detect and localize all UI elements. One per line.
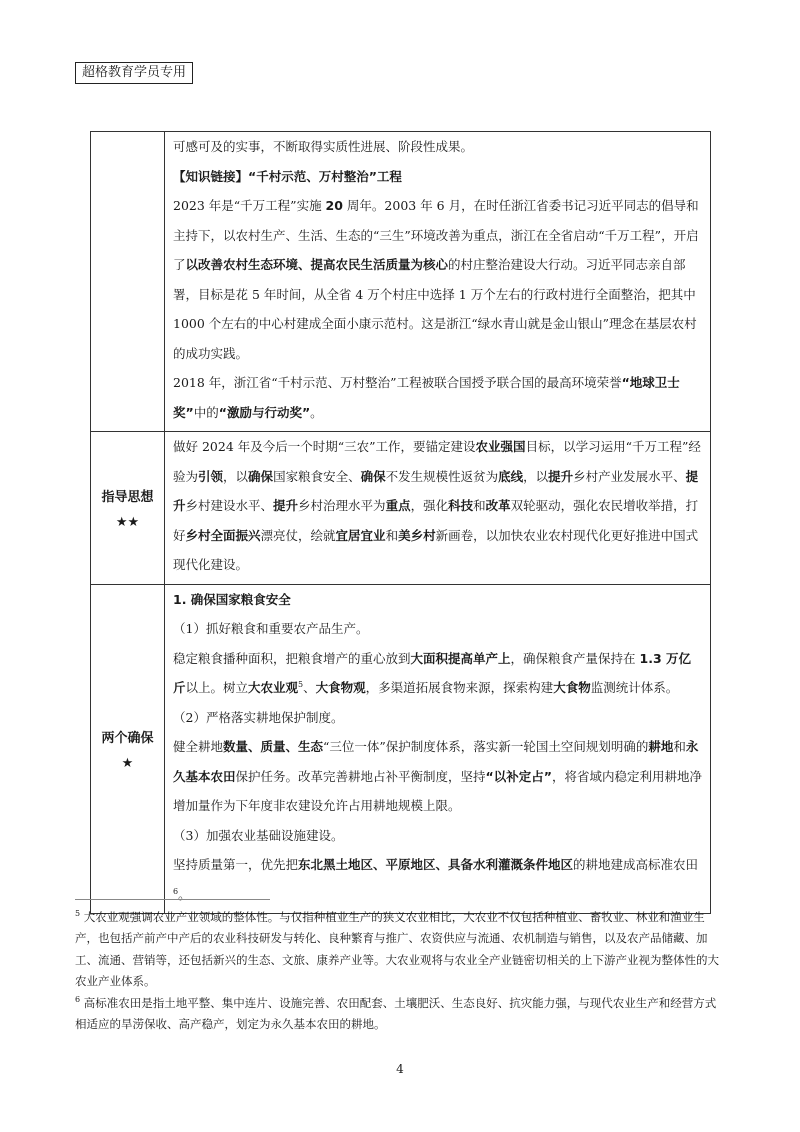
text-run: 国家粮食安全、 xyxy=(273,468,361,484)
emphasis-text: 改革 xyxy=(485,498,511,513)
table-row xyxy=(91,432,711,585)
text-run: 不发生规模性返贫为 xyxy=(385,468,499,484)
row-content xyxy=(165,584,711,914)
emphasis-text: “以补定占” xyxy=(485,768,552,784)
emphasis-text: 大食物观 xyxy=(315,680,366,695)
paragraph xyxy=(173,614,702,644)
emphasis-text: 大面积提高单产上 xyxy=(410,650,511,666)
table-row xyxy=(91,132,711,432)
header-tag: 超格教育学员专用 xyxy=(75,62,193,84)
emphasis-text: 乡村全面振兴 xyxy=(185,527,261,543)
emphasis-text: 以改善农村生态环境、提高农民生活质量为核心 xyxy=(185,257,449,272)
text-run: （2）严格落实耕地保护制度。 xyxy=(173,709,344,725)
footnote-ref: 5 xyxy=(298,679,304,689)
emphasis-text: 重点 xyxy=(385,498,411,513)
text-run: 以上。树立 xyxy=(185,680,249,695)
emphasis-text: 大食物 xyxy=(553,680,591,695)
text-run: 坚持质量第一，优先把 xyxy=(173,857,299,872)
star-rating: ★ xyxy=(121,755,134,771)
table-row xyxy=(91,584,711,914)
text-run: 乡村产业发展水平、 xyxy=(573,468,686,484)
text-run: 新画卷，以加快农业农村现代化更好推进中国式现代化建设。 xyxy=(173,527,699,572)
paragraph xyxy=(173,368,702,427)
page-number: 4 xyxy=(396,1062,404,1076)
text-run: “三位一体”保护制度体系，落实新一轮国土空间规划明确的 xyxy=(323,739,649,754)
emphasis-text: 美乡村 xyxy=(398,527,436,543)
footnote-ref: 6 xyxy=(173,886,179,896)
emphasis-text: 1.3 万亿斤 xyxy=(173,650,692,695)
emphasis-text: 永久基本农田 xyxy=(173,739,699,784)
text-run: 。 xyxy=(178,886,191,902)
footnote-text: 高标准农田是指土地平整、集中连片、设施完善、农田配套、土壤肥沃、生态良好、抗灾能力强，与现代农业生产和经营方式相适应的旱涝保收、高产稳产，划定为永久基本农田的耕地。 xyxy=(75,996,717,1032)
emphasis-text: 耕地 xyxy=(648,739,674,754)
row-label-empty xyxy=(91,132,165,432)
text-run: （3）加强农业基础设施建设。 xyxy=(173,827,344,843)
emphasis-text: 提升 xyxy=(173,468,699,513)
text-run: 中的 xyxy=(193,404,219,420)
emphasis-text: 引领 xyxy=(198,468,224,484)
emphasis-text: 数量、质量、生态 xyxy=(223,739,324,754)
emphasis-text: 20 xyxy=(325,198,343,213)
footnote-number: 6 xyxy=(75,995,81,1005)
text-run: 做好 2024 年及今后一个时期“三农”工作，要锚定建设 xyxy=(173,439,476,454)
emphasis-text: 确保 xyxy=(248,468,274,484)
emphasis-text: 科技 xyxy=(448,498,474,513)
footnote-number: 5 xyxy=(75,909,81,919)
emphasis-text: 1. 确保国家粮食安全 xyxy=(173,591,291,607)
text-run: 的村庄整治建设大行动。习近平同志亲自部署，目标是花 5 年时间，从全省 4 万个村庄中选择 1 万个左右的行政村进行全面整治，把其中 1000 个左右的中心村建成全面小康示范村。这是浙江“绿水青山就是金山银山”理念在基层农村的成功实践。 xyxy=(173,257,697,361)
text-run: 2018 年，浙江省“千村示范、万村整治”工程被联合国授予联合国的最高环境荣誉 xyxy=(173,375,622,390)
emphasis-text: 农业强国 xyxy=(475,439,526,454)
row-label xyxy=(91,432,165,585)
text-run: 2023 年是“千万工程”实施 xyxy=(173,198,326,213)
footnote-text: 大农业观强调农业产业领域的整体性。与仅指种植业生产的狭义农业相比，大农业不仅包括种植业、畜牧业、林业和渔业生产，也包括产前产中产后的农业科技研发与转化、良种繁育与推广、农资供应与流通、农机制造与销售，以及农产品储藏、加工、流通、营销等，还包括新兴的生态、文旅、康养产业等。大农业观将与农业全产业链密切相关的上下游产业视为整体性的大农业产业体系。 xyxy=(75,910,719,988)
text-run: ，以 xyxy=(223,468,249,484)
paragraph xyxy=(173,644,702,703)
emphasis-text: 东北黑土地区、平原地区、具备水利灌溉条件地区 xyxy=(298,857,574,872)
text-run: ，强化 xyxy=(410,498,449,513)
paragraph xyxy=(173,191,702,368)
text-run: 漂亮仗，绘就 xyxy=(260,527,336,543)
row-content xyxy=(165,132,711,432)
emphasis-text: 【知识链接】“千村示范、万村整治”工程 xyxy=(173,168,402,184)
text-run: 保护任务。改革完善耕地占补平衡制度，坚持 xyxy=(235,768,486,784)
footnote xyxy=(75,993,725,1036)
footnotes xyxy=(75,907,725,1037)
row-label-title: 两个确保 xyxy=(101,730,154,746)
paragraph xyxy=(173,703,702,733)
text-run: 可感可及的实事，不断取得实质性进展、阶段性成果。 xyxy=(173,139,474,154)
text-run: 周年。2003 年 6 月，在时任浙江省委书记习近平同志的倡导和主持下，以农村生产、生活、生态的“三生”环境改善为重点，浙江在全省启动“千万工程”，开启了 xyxy=(173,198,699,272)
text-run: （1）抓好粮食和重要农产品生产。 xyxy=(173,621,369,636)
text-run: ，多渠道拓展食物来源，探索构建 xyxy=(365,680,554,695)
text-run: 双轮驱动，强化农民增收举措，打好 xyxy=(173,498,699,543)
paragraph xyxy=(173,132,702,162)
text-run: 监测统计体系。 xyxy=(590,680,679,695)
footnote-divider xyxy=(75,899,270,900)
text-run: ，以 xyxy=(523,468,549,484)
emphasis-text: 底线 xyxy=(498,468,524,484)
paragraph xyxy=(173,585,702,615)
row-label-title: 指导思想 xyxy=(101,489,154,505)
text-run: 和 xyxy=(473,498,486,513)
footnote xyxy=(75,907,725,992)
emphasis-text: 大农业观 xyxy=(248,680,299,695)
text-run: 。 xyxy=(310,404,323,420)
emphasis-text: “地球卫士奖” xyxy=(173,375,680,420)
emphasis-text: “激励与行动奖” xyxy=(218,404,311,420)
text-run: 健全耕地 xyxy=(173,739,224,754)
star-rating: ★★ xyxy=(115,514,140,530)
text-run: 乡村建设水平、 xyxy=(185,498,274,513)
emphasis-text: 宜居宜业 xyxy=(335,527,386,543)
text-run: 和 xyxy=(385,527,399,543)
paragraph xyxy=(173,821,702,851)
text-run: 和 xyxy=(673,739,686,754)
emphasis-text: 确保 xyxy=(360,468,386,484)
text-run: 目标，以学习运用“千万工程”经验为 xyxy=(173,439,701,484)
emphasis-text: 提升 xyxy=(548,468,574,484)
paragraph xyxy=(173,162,702,192)
text-run: 稳定粮食播种面积，把粮食增产的重心放到 xyxy=(173,650,411,666)
emphasis-text: 提升 xyxy=(273,498,299,513)
text-run: ，将省域内稳定利用耕地净增加量作为下年度非农建设允许占用耕地规模上限。 xyxy=(173,768,702,813)
paragraph xyxy=(173,732,702,821)
text-run: 、 xyxy=(303,680,316,695)
text-run: 的耕地建成高标准农田 xyxy=(573,857,699,872)
text-run: ，确保粮食产量保持在 xyxy=(510,650,640,666)
text-run: 乡村治理水平为 xyxy=(298,498,386,513)
content-table xyxy=(90,131,711,914)
row-label xyxy=(91,584,165,914)
row-content xyxy=(165,432,711,585)
paragraph xyxy=(173,850,702,909)
paragraph xyxy=(173,432,702,580)
